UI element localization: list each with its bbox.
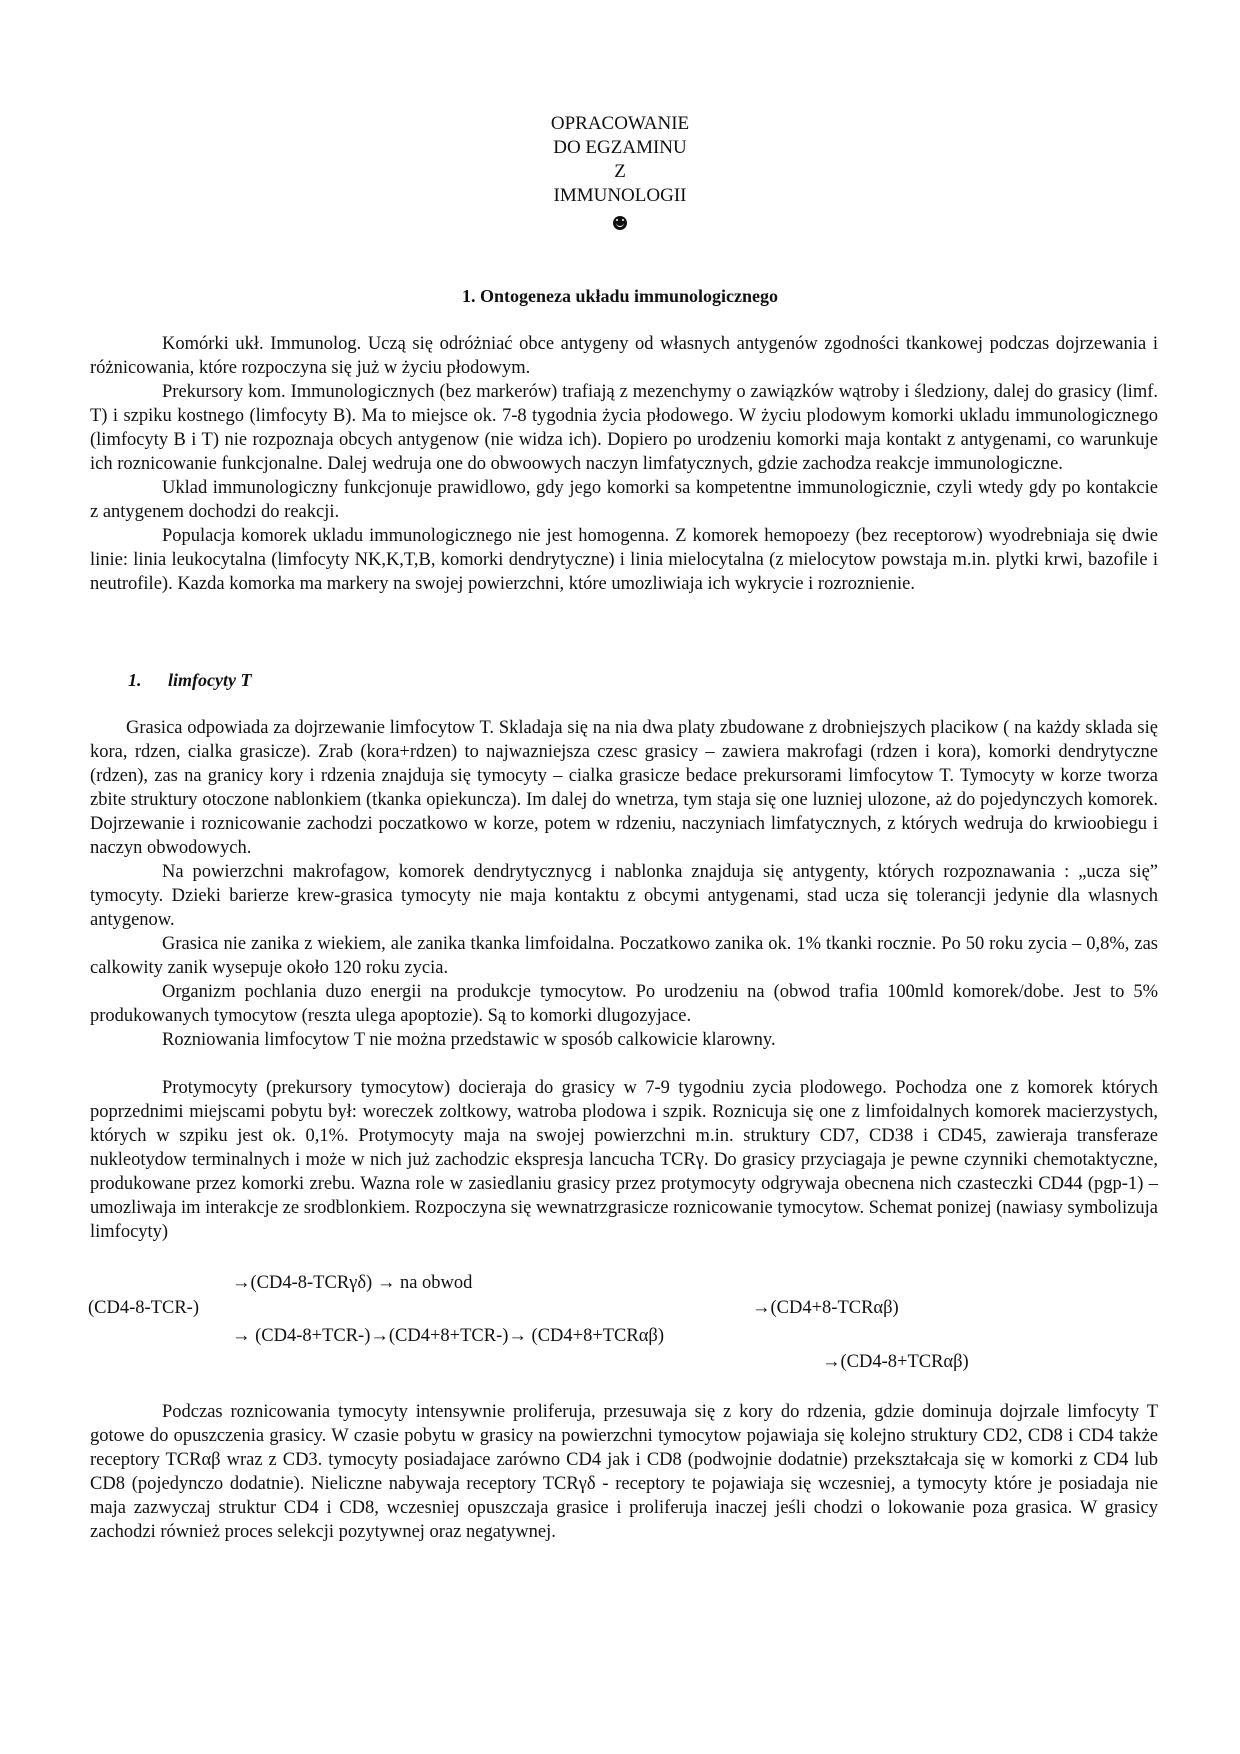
scheme-branch-2: → (CD4-8+TCR-)→(CD4+8+TCR-)→ (CD4+8+TCRαβ) xyxy=(232,1326,665,1346)
paragraph: Rozniowania limfocytow T nie można przedstawic w sposób calkowicie klarowny. xyxy=(162,1030,776,1050)
title-line: IMMUNOLOGII xyxy=(553,185,687,206)
paragraph: Uklad immunologiczny funkcjonuje prawidlowo, gdy jego komorki sa kompetentne immunologicznie, czyli wtedy gdy po kontakcie z antygenem dochodzi do reakcji. xyxy=(90,478,1158,522)
smiley-icon xyxy=(613,216,627,230)
paragraph: Komórki ukł. Immunolog. Uczą się odróżniać obce antygeny od własnych antygenów zgodności tkankowej podczas dojrzewania i różnicowania, które rozpoczyna się już w życiu płodowym. xyxy=(90,334,1158,378)
paragraph: Grasica odpowiada za dojrzewanie limfocytow T. Skladaja się na nia dwa platy zbudowane z drobniejszych placikow ( na każdy sklada się kora, rdzen, cialka grasicze). Zrab (kora+rdzen) to najwazniejsza czesc grasicy – zawiera makrofagi (rdzen i kora), komorki dendrytyczne (rdzen), zas na granicy kory i rdzenia znajduja się tymocyty – cialka grasicze bedace prekursorami limfocytow T. Tymocyty w korze tworza zbite struktury otoczone nablonkiem (tkanka opiekuncza). Im dalej do wnetrza, tym staja się one luzniej ulozone, aż do pojedynczych komorek. Dojrzewanie i roznicowanie zachodzi poczatkowo w korze, potem w rdzeniu, naczyniach limfatycznych, z których wedruja do krwioobiegu i naczyn obwodowych. xyxy=(90,718,1158,858)
paragraph: Populacja komorek ukladu immunologicznego nie jest homogenna. Z komorek hemopoezy (bez receptorow) wyodrebniaja się dwie linie: linia leukocytalna (limfocyty NK,K,T,B, komorki dendrytyczne) i linia mielocytalna (z mielocytow powstaja m.in. plytki krwi, bazofile i neutrofile). Kazda komorka ma markery na swojej powierzchni, które umozliwiaja ich wykrycie i rozroznienie. xyxy=(90,526,1158,594)
title-line: OPRACOWANIE xyxy=(550,113,690,134)
subsection-number: 1. xyxy=(128,670,142,690)
scheme-start: (CD4-8-TCR-) xyxy=(88,1298,199,1318)
paragraph: Protymocyty (prekursory tymocytow) docieraja do grasicy w 7-9 tygodniu zycia plodowego. Pochodza one z komorek których poprzednimi miejscami pobytu był: woreczek zoltkowy, watroba plodowa i szpik. Roznicuja się one z limfoidalnych komorek macierzystych, których w szpiku jest ok. 0,1%. Protymocyty maja na swojej powierzchni m.in. struktury CD7, CD38 i CD45, zawieraja transferaze nukleotydow terminalnych i może w nich już zachodzic ekspresja lancucha TCRγ. Do grasicy przyciagaja je pewne czynniki chemotaktyczne, produkowane przez komorki zrebu. Wazna role w zasiedlaniu grasicy przez protymocyty odgrywaja obecnena nich czasteczki CD44 (pgp-1) – umozliwaja im interakcje ze srodblonkiem. Rozpoczyna się wewnatrzgrasicze roznicowanie tymocytow. Schemat ponizej (nawiasy symbolizuja limfocyty) xyxy=(90,1078,1158,1242)
title-line: Z xyxy=(614,161,626,182)
section-2-body-b xyxy=(90,1076,1158,1244)
subsection-heading xyxy=(128,670,251,691)
document-title xyxy=(0,112,1240,232)
paragraph: Na powierzchni makrofagow, komorek dendrytycznycg i nablonka znajduja się antygenty, których rozpoznawania : „ucza się” tymocyty. Dzieki barierze krew-grasica tymocyty nie maja kontaktu z obcymi antygenami, stad ucza się tolerancji jedynie dla wlasnych antygenow. xyxy=(90,862,1158,930)
scheme-branch-1: →(CD4-8-TCRγδ) → na obwod xyxy=(232,1273,473,1293)
paragraph: Prekursory kom. Immunologicznych (bez markerów) trafiają z mezenchymy o zawiązków wątroby i śledziony, dalej do grasicy (limf. T) i szpiku kostnego (limfocyty B). Ma to miejsce ok. 7-8 tygodnia życia płodowego. W życiu plodowym komorki ukladu immunologicznego (limfocyty B i T) nie rozpoznaja obcych antygenow (nie widza ich). Dopiero po urodzeniu komorki maja kontakt z antygenami, co warunkuje ich roznicowanie funkcjonalne. Dalej wedruja one do obwoowych naczyn limfatycznych, gdzie zachodza reakcje immunologiczne. xyxy=(90,382,1158,474)
paragraph: Organizm pochlania duzo energii na produkcje tymocytow. Po urodzeniu na (obwod trafia 100mld komorek/dobe. Jest to 5% produkowanych tymocytow (reszta ulega apoptozie). Są to komorki dlugozyjace. xyxy=(90,982,1158,1026)
section-2-body-a xyxy=(90,716,1158,1052)
section-heading: 1. Ontogeneza układu immunologicznego xyxy=(461,286,779,306)
paragraph: Podczas roznicowania tymocyty intensywnie proliferuja, przesuwaja się z kory do rdzenia, gdzie dominuja dojrzale limfocyty T gotowe do opuszczenia grasicy. W czasie pobytu w grasicy na powierzchni tymocytow pojawiaja się kolejno struktury CD2, CD8 i CD4 także receptory TCRαβ wraz z CD3. tymocyty posiadajace zarówno CD4 jak i CD8 (podwojnie dodatnie) przekształcaja się w komorki z CD4 lub CD8 (pojedynczo dodatnie). Nieliczne nabywaja receptory TCRγδ - receptory te pojawiaja się wczesniej, a tymocyty które je posiadaja nie maja zazwyczaj struktur CD4 i CD8, wczesniej opuszczaja grasice i proliferuja inaczej jeśli chodzi o lokowanie poza grasica. W grasicy zachodzi również proces selekcji pozytywnej oraz negatywnej. xyxy=(90,1402,1158,1542)
section-2-body-c xyxy=(90,1400,1158,1544)
paragraph: Grasica nie zanika z wiekiem, ale zanika tkanka limfoidalna. Poczatkowo zanika ok. 1% tkanki rocznie. Po 50 roku zycia – 0,8%, zas calkowity zanik wysepuje około 120 roku zycia. xyxy=(90,934,1158,978)
section-1-body xyxy=(90,332,1158,596)
subsection-title: limfocyty T xyxy=(168,670,252,690)
scheme-output-2: →(CD4-8+TCRαβ) xyxy=(822,1352,969,1372)
scheme-output-1: →(CD4+8-TCRαβ) xyxy=(752,1298,899,1318)
title-line: DO EGZAMINU xyxy=(553,137,687,158)
